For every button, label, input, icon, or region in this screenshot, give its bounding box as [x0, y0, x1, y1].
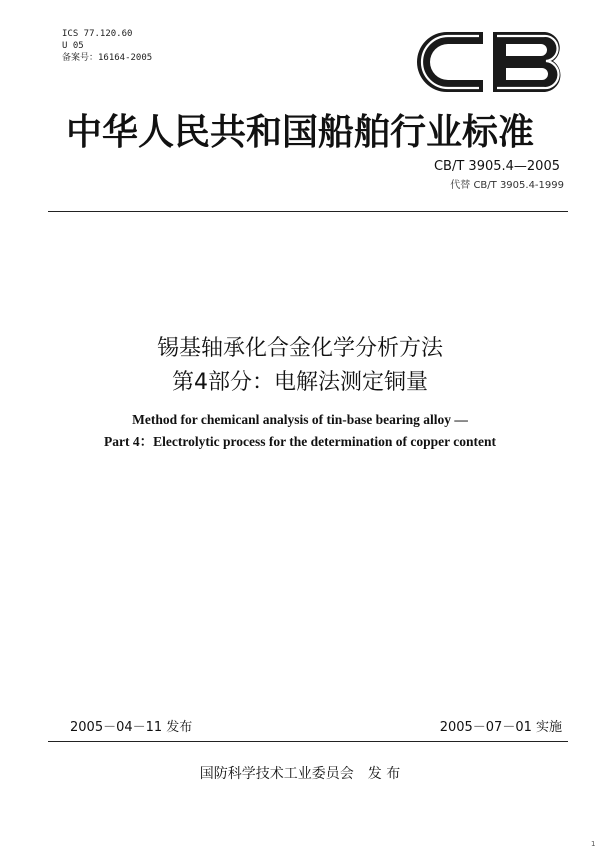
chinese-title [0, 332, 600, 400]
standard-number: CB/T 3905.4—2005 [433, 159, 560, 174]
implementation-date: 2005－07－01 实施 [439, 720, 562, 735]
record-number: 备案号：16164-2005 [62, 53, 153, 63]
issue-date: 2005－04－11 发布 [70, 720, 193, 735]
header-divider [48, 211, 568, 212]
page-number: 1 [591, 840, 596, 848]
ccs-code: U 05 [62, 41, 84, 51]
organization-standard-title: 中华人民共和国船舶行业标准 [65, 112, 534, 153]
chinese-title-line-1: 锡基轴承化合金化学分析方法 [156, 336, 443, 361]
cb-logo-mark [417, 32, 560, 92]
english-title-line-1: Method for chemicanl analysis of tin-base bearing alloy — [132, 412, 468, 427]
ics-code: ICS 77.120.60 [62, 29, 133, 39]
english-title-line-2: Part 4：Electrolytic process for the determination of copper content [104, 434, 496, 449]
chinese-title-line-2: 第4部分：电解法测定铜量 [172, 370, 428, 395]
footer-divider [48, 741, 568, 742]
english-title [0, 409, 600, 453]
issuing-authority: 国防科学技术工业委员会 发 布 [199, 766, 401, 782]
replaces-standard: 代替 CB/T 3905.4-1999 [450, 180, 564, 191]
cb-logo [413, 26, 571, 98]
document-metadata [62, 28, 152, 64]
